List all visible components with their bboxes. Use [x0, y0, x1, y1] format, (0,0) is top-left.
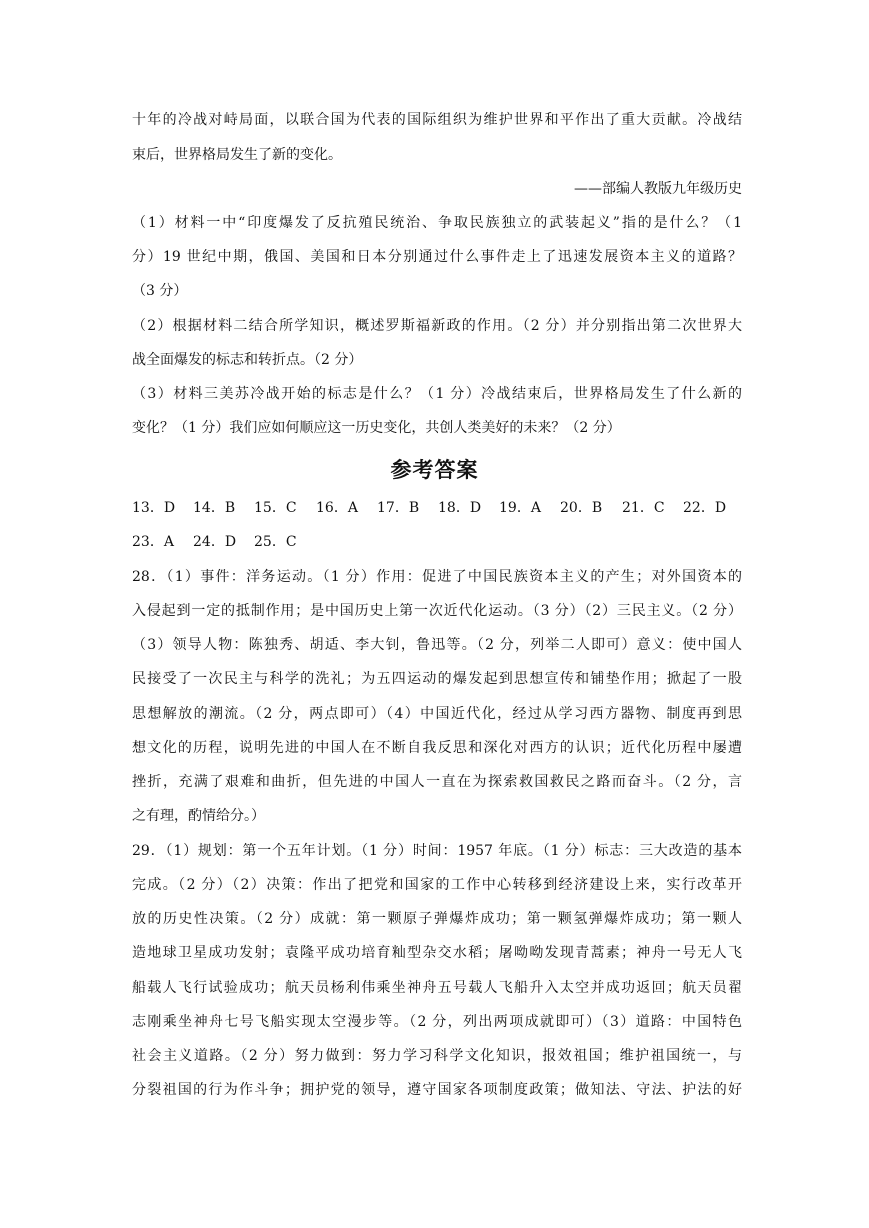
question-line: （2）根据材料二结合所学知识，概述罗斯福新政的作用。（2 分）并分别指出第二次世界大	[132, 318, 742, 334]
material-text-line: 十年的冷战对峙局面，以联合国为代表的国际组织为维护世界和平作出了重大贡献。冷战结	[132, 112, 742, 128]
answer-line: 28．（1）事件：洋务运动。（1 分）作用：促进了中国民族资本主义的产生；对外国资本的	[132, 569, 742, 585]
answer-line: 思想解放的潮流。（2 分，两点即可）（4）中国近代化，经过从学习西方器物、制度再到思	[132, 706, 742, 722]
answer-line: 入侵起到一定的抵制作用；是中国历史上第一次近代化运动。（3 分）（2）三民主义。（2 分）	[132, 603, 742, 619]
choice-answer: 23．A	[132, 534, 174, 550]
answer-line: 志刚乘坐神舟七号飞船实现太空漫步等。（2 分，列出两项成就即可）（3）道路：中国特色	[132, 1014, 742, 1030]
question-line: （3 分）	[132, 283, 188, 299]
choice-answer: 14．B	[193, 500, 236, 516]
choice-answer: 22．D	[683, 500, 727, 516]
choice-answer: 19．A	[499, 500, 541, 516]
answer-line: 分裂祖国的行为作斗争；拥护党的领导，遵守国家各项制度政策；做知法、守法、护法的好	[132, 1082, 742, 1098]
answer-line: （3）领导人物：陈独秀、胡适、李大钊，鲁迅等。（2 分，列举二人即可）意义：使中国人	[132, 637, 742, 653]
choice-answer: 15．C	[254, 500, 297, 516]
choice-answer: 16．A	[316, 500, 358, 516]
answer-line: 民接受了一次民主与科学的洗礼；为五四运动的爆发起到思想宣传和铺垫作用；掀起了一股	[132, 671, 742, 687]
choice-answer: 21．C	[622, 500, 665, 516]
choice-answer: 18．D	[438, 500, 482, 516]
choice-answer: 24．D	[193, 534, 237, 550]
answer-line: 挫折，充满了艰难和曲折，但先进的中国人一直在为探索救国救民之路而奋斗。（2 分，言	[132, 774, 742, 790]
choice-answer: 17．B	[377, 500, 420, 516]
answer-line: 29．（1）规划：第一个五年计划。（1 分）时间：1957 年底。（1 分）标志：三大改造的基本	[132, 843, 742, 859]
question-line: 分）19 世纪中期，俄国、美国和日本分别通过什么事件走上了迅速发展资本主义的道路？	[132, 249, 742, 265]
answer-line: 放的历史性决策。（2 分）成就：第一颗原子弹爆炸成功；第一颗氢弹爆炸成功；第一颗人	[132, 911, 742, 927]
question-line: 变化？（1 分）我们应如何顺应这一历史变化，共创人类美好的未来？（2 分）	[132, 420, 621, 436]
material-text-line: 束后，世界格局发生了新的变化。	[132, 147, 342, 163]
answer-line: 社会主义道路。（2 分）努力做到：努力学习科学文化知识，报效祖国；维护祖国统一，与	[132, 1048, 742, 1064]
question-line: （3）材料三美苏冷战开始的标志是什么？（1 分）冷战结束后，世界格局发生了什么新的	[132, 386, 742, 402]
answer-line: 造地球卫星成功发射；袁隆平成功培育籼型杂交水稻；屠呦呦发现青蒿素；神舟一号无人飞	[132, 945, 742, 961]
choice-answer: 13．D	[132, 500, 176, 516]
choice-answer: 25．C	[254, 534, 297, 550]
answer-line: 想文化的历程，说明先进的中国人在不断自我反思和深化对西方的认识；近代化历程中屡遭	[132, 740, 742, 756]
question-line: 战全面爆发的标志和转折点。（2 分）	[132, 352, 363, 368]
source-attribution: ——部编人教版九年级历史	[574, 181, 742, 197]
question-line: （1）材料一中“印度爆发了反抗殖民统治、争取民族独立的武装起义”指的是什么？（1	[132, 215, 742, 231]
answer-line: 之有理，酌情给分。）	[132, 808, 265, 824]
answer-line: 完成。（2 分）（2）决策：作出了把党和国家的工作中心转移到经济建设上来，实行改革开	[132, 877, 742, 893]
choice-answer: 20．B	[560, 500, 603, 516]
answer-line: 船载人飞行试验成功；航天员杨利伟乘坐神舟五号载人飞船升入太空并成功返回；航天员翟	[132, 980, 742, 996]
answer-key-title: 参考答案	[390, 458, 479, 482]
